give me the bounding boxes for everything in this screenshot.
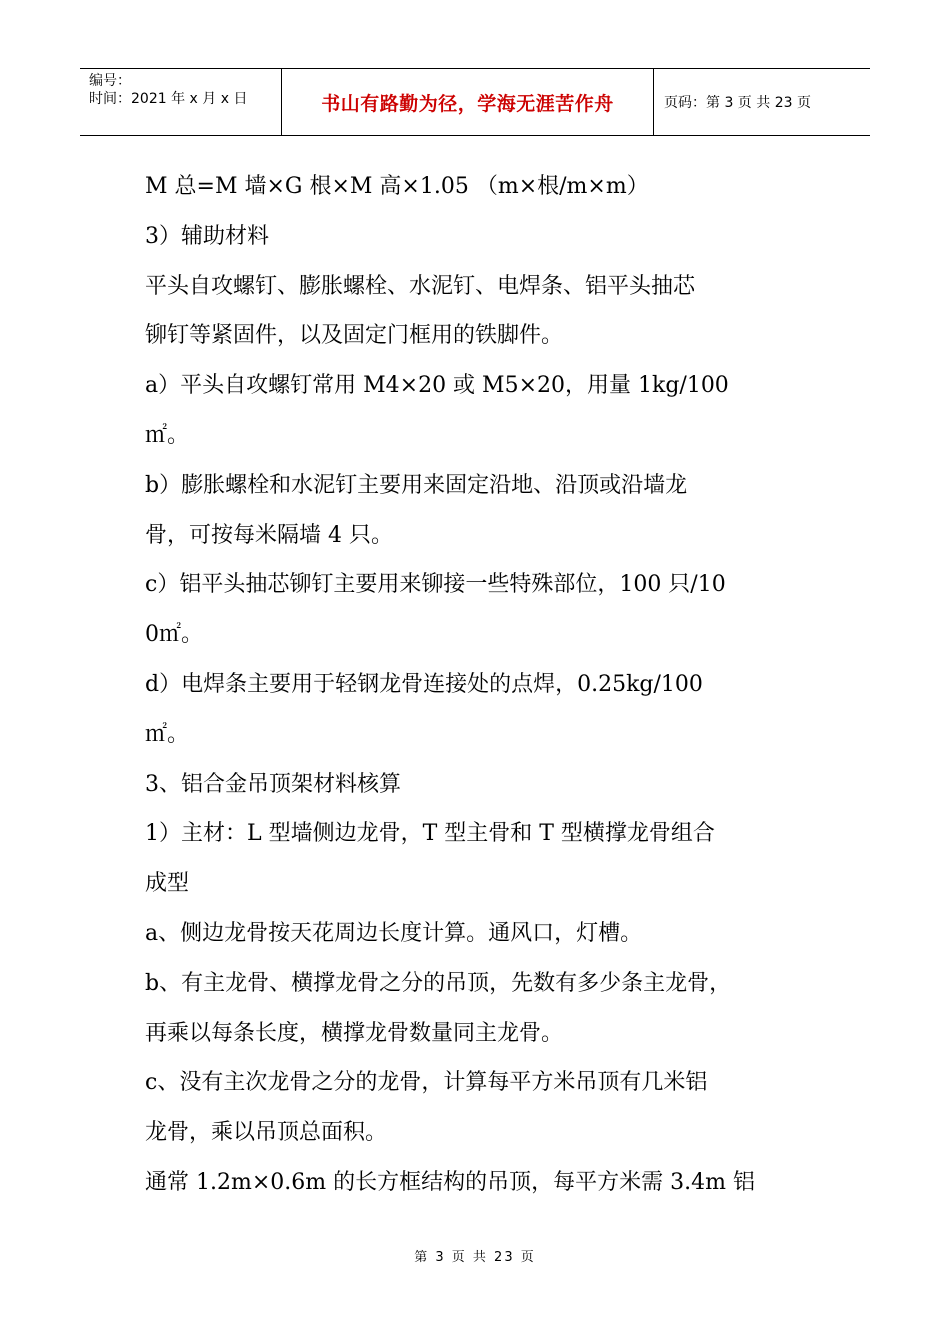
body-line: c）铝平头抽芯铆钉主要用来铆接一些特殊部位，100 只/10 bbox=[145, 572, 726, 598]
page-footer: 第 3 页 共 23 页 bbox=[414, 1250, 536, 1265]
body-line: ㎡。 bbox=[145, 721, 190, 747]
header-page-info: 页码：第 3 页 共 23 页 bbox=[664, 95, 811, 111]
header-page-cell bbox=[654, 69, 870, 135]
body-line: 1）主材：L 型墙侧边龙骨，T 型主骨和 T 型横撑龙骨组合 bbox=[145, 821, 715, 847]
document-body bbox=[145, 162, 815, 1208]
section-heading: 3、铝合金吊顶架材料核算 bbox=[145, 771, 401, 797]
body-line: 再乘以每条长度，横撑龙骨数量同主龙骨。 bbox=[145, 1020, 564, 1046]
body-line: 铆钉等紧固件，以及固定门框用的铁脚件。 bbox=[145, 323, 564, 349]
body-line: d）电焊条主要用于轻钢龙骨连接处的点焊，0.25kg/100 bbox=[145, 671, 703, 697]
body-line: b、有主龙骨、横撑龙骨之分的吊顶，先数有多少条主龙骨， bbox=[145, 970, 732, 996]
body-line: 平头自攻螺钉、膨胀螺栓、水泥钉、电焊条、铝平头抽芯 bbox=[145, 273, 696, 299]
body-line: 0㎡。 bbox=[145, 622, 203, 648]
header-meta-cell bbox=[80, 69, 282, 135]
body-line: 龙骨，乘以吊顶总面积。 bbox=[145, 1120, 388, 1146]
body-line: ㎡。 bbox=[145, 422, 190, 448]
body-line: c、没有主次龙骨之分的龙骨，计算每平方米吊顶有几米铝 bbox=[145, 1070, 708, 1096]
body-line: 通常 1.2m×0.6m 的长方框结构的吊顶，每平方米需 3.4m 铝 bbox=[145, 1169, 755, 1195]
body-line: a、侧边龙骨按天花周边长度计算。通风口，灯槽。 bbox=[145, 920, 643, 946]
header-table bbox=[80, 68, 870, 136]
header-motto-cell bbox=[282, 69, 654, 135]
document-time-label: 时间：2021 年 x 月 x 日 bbox=[89, 91, 248, 107]
document-number-label: 编号： bbox=[89, 73, 131, 89]
body-line: 成型 bbox=[145, 871, 190, 897]
header-motto: 书山有路勤为径，学海无涯苦作舟 bbox=[321, 92, 614, 115]
body-line: b）膨胀螺栓和水泥钉主要用来固定沿地、沿顶或沿墙龙 bbox=[145, 472, 688, 498]
body-line: 3）辅助材料 bbox=[145, 223, 269, 249]
body-line: M 总=M 墙×G 根×M 高×1.05 （m×根/m×m） bbox=[145, 174, 649, 199]
body-line: 骨，可按每米隔墙 4 只。 bbox=[145, 522, 393, 548]
body-line: a）平头自攻螺钉常用 M4×20 或 M5×20，用量 1kg/100 bbox=[145, 373, 729, 399]
